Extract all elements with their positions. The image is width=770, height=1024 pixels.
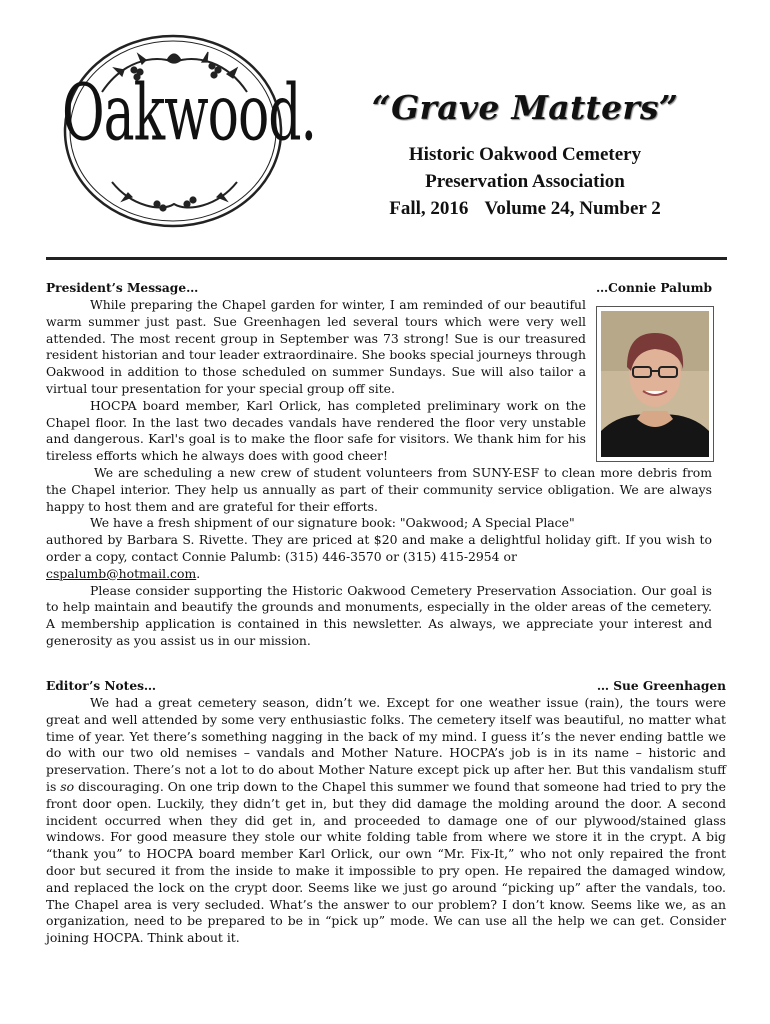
punctuation: .: [196, 565, 201, 581]
email-link[interactable]: cspalumb@hotmail.com: [46, 565, 197, 581]
narrow-column: [46, 297, 586, 465]
section-heading: Editor’s Notes…: [46, 679, 157, 693]
paragraph: HOCPA board member, Karl Orlick, has completed preliminary work on the Chapel floor. In the last two decades vandals have rendered the floor very unstable and dangerous. Karl's goal is to make the floor safe for visitors. We thank him for his tireless efforts which he always does with good cheer!: [46, 397, 586, 464]
newsletter-title: “Grave Matters”: [371, 88, 679, 127]
issue-volume: Volume 24, Number 2: [484, 198, 661, 219]
editors-notes-header: [46, 678, 726, 695]
paragraph: We have a fresh shipment of our signature book: "Oakwood; A Special Place": [90, 515, 575, 531]
issue-line: [330, 195, 720, 222]
editors-notes: [46, 678, 726, 947]
author-portrait: [596, 306, 714, 462]
paragraph: [46, 695, 726, 947]
paragraph-text: We had a great cemetery season, didn’t we. Except for one weather issue (rain), the tours were great and well attended by some very enthusiastic folks. The cemetery itself was beautiful, no matter what time of year. Yet there’s something nagging in the back of my mind. I guess it’s the never ending battle we do with our two old nemises – vandals and Mother Nature. HOCPA’s job is in its name – historic and preservation. There’s not a lot to do about Mother Nature except pick up after her. But this vandalism stuff is: [46, 695, 726, 794]
logo-text: Oakwood.: [62, 69, 317, 159]
paragraph-text: discouraging. On one trip down to the Chapel this summer we found that someone had tried to pry the front door open. Luckily, they didn’t get in, but they did damage the molding around the door. A second incident occurred when they did get in, and proceeded to damage one of our plywood/stained glass windows. For good measure they stole our white folding table from where we store it in the crypt. A big “thank you” to HOCPA board member Karl Orlick, our own “Mr. Fix-It,” who not only repaired the front door but secured it from the inside to make it impossible to pry open. He repaired the damaged window, and replaced the lock on the crypt door. Seems like we just go around “picking up” after the vandals, too. The Chapel area is very secluded. What’s the answer to our problem? I don’t know. Seems like we, as an organization, need to be prepared to be in “pick up” mode. We can use all the help we can get. Consider joining HOCPA. Think about it.: [46, 778, 726, 946]
org-line-1: Historic Oakwood Cemetery: [408, 144, 642, 165]
section-byline: … Sue Greenhagen: [596, 679, 726, 693]
section-heading: President’s Message…: [46, 281, 199, 295]
portrait-photo-icon: [601, 311, 709, 457]
paragraph: [46, 532, 712, 582]
paragraph-text: authored by Barbara S. Rivette. They are priced at $20 and make a delightful holiday gift. If you wish to order a copy, contact Connie Palumb: (315) 446-3570 or (315) 415-2954 or: [46, 532, 712, 564]
header-divider: [46, 257, 727, 260]
paragraph: We are scheduling a new crew of student volunteers from SUNY-ESF to clean more debris from the Chapel interior. They help us annually as part of their community service obligation. We are always happy to host them and are grateful for their efforts.: [46, 464, 712, 514]
presidents-message-header: [46, 280, 712, 297]
org-line-2: Preservation Association: [425, 171, 625, 192]
paragraph: While preparing the Chapel garden for winter, I am reminded of our beautiful warm summer just past. Sue Greenhagen led several tours which were very well attended. The most recent group in September was 73 strong! Sue is our treasured resident historian and tour leader extraordinaire. She books special journeys through Oakwood in addition to those scheduled on summer Sundays. Sue will also tailor a virtual tour presentation for your special group off site.: [46, 297, 586, 396]
section-byline: …Connie Palumb: [595, 281, 712, 295]
oakwood-logo: [62, 32, 317, 230]
issue-season: Fall, 2016: [389, 198, 469, 219]
paragraph: Please consider supporting the Historic Oakwood Cemetery Preservation Association. Our goal is to help maintain and beautify the grounds and monuments, especially in the older areas of the cemetery. A membership application is contained in this newsletter. As always, we appreciate your interest and generosity as you assist us in our mission.: [46, 582, 712, 648]
emphasis: so: [60, 778, 75, 794]
masthead: [330, 88, 720, 222]
